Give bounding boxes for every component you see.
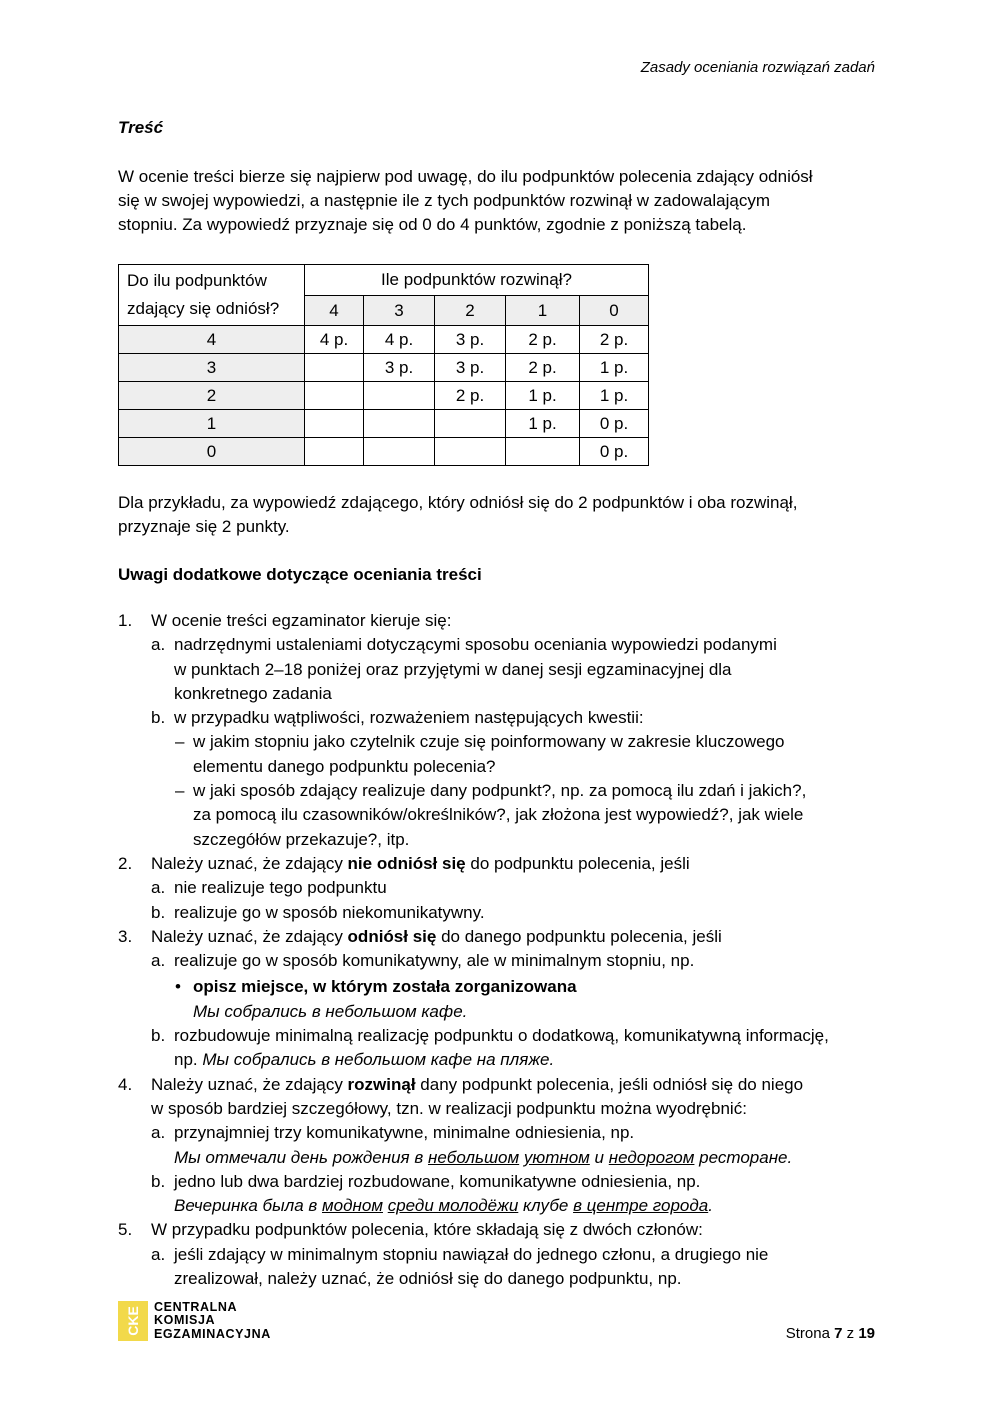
sub-item xyxy=(118,1024,878,1073)
sub-marker: a. xyxy=(151,951,166,971)
row-label: 3 xyxy=(119,354,305,382)
col-header: 2 xyxy=(435,296,506,326)
example-text: Мы отмечали день рождения в xyxy=(174,1147,428,1167)
running-header: Zasady oceniania rozwiązań zadań xyxy=(640,59,875,76)
example-text: Вечеринка была в xyxy=(174,1196,322,1216)
sub-line: w punktach 2–18 poniżej oraz przyjętymi w danej sesji egzaminacyjnej dla xyxy=(174,659,732,679)
example-underlined: в центре города xyxy=(573,1196,709,1216)
item-text-bold: rozwinął xyxy=(347,1074,416,1094)
item-text: Należy uznać, że zdający xyxy=(151,926,348,946)
sub-line xyxy=(174,1048,878,1072)
sub-marker: a. xyxy=(151,635,166,655)
example-underlined: уютном xyxy=(523,1147,590,1167)
list-item xyxy=(118,852,878,876)
sub-line: nie realizuje tego podpunktu xyxy=(174,878,387,898)
table-cell: 1 p. xyxy=(580,354,649,382)
page-separator: z xyxy=(842,1325,859,1342)
sub-line: nadrzędnymi ustaleniami dotyczącymi sposobu oceniania wypowiedzi podanymi xyxy=(174,635,777,655)
table-cell: 2 p. xyxy=(435,382,506,410)
sub-marker: b. xyxy=(151,1171,166,1191)
list-item xyxy=(118,609,878,633)
dash-item xyxy=(118,779,878,852)
example-text: и xyxy=(589,1147,609,1167)
sub-line: jedno lub dwa bardziej rozbudowane, komunikatywne odniesienia, np. xyxy=(174,1171,701,1191)
row-label: 2 xyxy=(119,382,305,410)
sub-item xyxy=(118,949,878,973)
example-line: Dla przykładu, za wypowiedź zdającego, który odniósł się do 2 podpunktów i oba rozwinął, xyxy=(118,493,798,512)
col-header: 3 xyxy=(364,296,435,326)
sub-line: realizuje go w sposób niekomunikatywny. xyxy=(174,902,485,922)
item-text: w sposób bardziej szczegółowy, tzn. w realizacji podpunktu można wyodrębnić: xyxy=(151,1098,747,1118)
page-prefix: Strona xyxy=(785,1325,835,1342)
section-title: Treść xyxy=(118,118,164,137)
sub-line: przynajmniej trzy komunikatywne, minimalne odniesienia, np. xyxy=(174,1123,635,1143)
table-cell xyxy=(364,438,435,466)
list-item xyxy=(118,1073,878,1122)
logo-text xyxy=(154,1301,271,1342)
sub-line: w przypadku wątpliwości, rozważeniem następujących kwestii: xyxy=(174,708,644,728)
table-cell xyxy=(364,410,435,438)
page-total: 19 xyxy=(858,1325,875,1342)
table-cell xyxy=(364,382,435,410)
sub-marker: b. xyxy=(151,708,166,728)
item-number: 5. xyxy=(118,1220,133,1240)
col-header: 4 xyxy=(305,296,364,326)
dash-line: elementu danego podpunktu polecenia? xyxy=(193,756,496,776)
example-underlined: недорогом xyxy=(608,1147,695,1167)
row-label: 4 xyxy=(119,326,305,354)
table-cell: 2 p. xyxy=(506,326,580,354)
table-cell: 1 p. xyxy=(580,382,649,410)
logo-mark-icon xyxy=(118,1301,148,1341)
sub-line: jeśli zdający w minimalnym stopniu nawiązał do jednego członu, a drugiego nie xyxy=(174,1244,769,1264)
table-row xyxy=(119,382,649,410)
example-underlined: небольшом xyxy=(427,1147,520,1167)
table-cell: 0 p. xyxy=(580,438,649,466)
table-top-header: Ile podpunktów rozwinął? xyxy=(305,265,649,296)
sub-example: Мы собрались в небольшом кафе на пляже. xyxy=(202,1050,555,1070)
table-row xyxy=(119,410,649,438)
item-text: Należy uznać, że zdający xyxy=(151,853,348,873)
intro-line: stopniu. Za wypowiedź przyznaje się od 0 do 4 punktów, zgodnie z poniższą tabelą. xyxy=(118,215,747,234)
list-item xyxy=(118,925,878,949)
item-number: 4. xyxy=(118,1074,133,1094)
table-cell: 0 p. xyxy=(580,410,649,438)
item-text: W ocenie treści egzaminator kieruje się: xyxy=(151,611,452,630)
col-header: 1 xyxy=(506,296,580,326)
table-cell: 2 p. xyxy=(506,354,580,382)
sub-marker: a. xyxy=(151,878,166,898)
table-corner-header xyxy=(119,265,305,326)
remarks-list xyxy=(118,609,878,1291)
bullet-marker: • xyxy=(175,977,181,997)
example-text: . xyxy=(708,1196,713,1216)
sub-item xyxy=(118,901,878,925)
sub-item xyxy=(118,1121,878,1170)
cke-logo xyxy=(118,1301,271,1341)
row-label: 1 xyxy=(119,410,305,438)
table-cell: 3 p. xyxy=(435,354,506,382)
dash-marker: – xyxy=(175,732,185,752)
sub-marker: b. xyxy=(151,1026,166,1046)
dash-line: szczegółów przekazuje?, itp. xyxy=(193,829,410,849)
example-text: ресторане. xyxy=(694,1147,793,1167)
bullet-line: opisz miejsce, w którym została zorganizowana xyxy=(193,977,577,997)
corner-line: Do ilu podpunktów xyxy=(127,271,267,290)
intro-paragraph xyxy=(118,165,878,237)
sub-marker: b. xyxy=(151,902,166,922)
table-cell xyxy=(305,438,364,466)
col-header: 0 xyxy=(580,296,649,326)
table-row xyxy=(119,326,649,354)
dash-line: za pomocą ilu czasowników/określników?, jak złożona jest wypowiedź?, jak wiele xyxy=(193,805,804,825)
sub-marker: a. xyxy=(151,1123,166,1143)
dash-line: w jakim stopniu jako czytelnik czuje się poinformowany w zakresie kluczowego xyxy=(193,732,785,752)
sub-text: np. xyxy=(174,1050,203,1070)
table-cell xyxy=(435,410,506,438)
table-cell xyxy=(305,382,364,410)
row-label: 0 xyxy=(119,438,305,466)
item-text: dany podpunkt polecenia, jeśli odniósł się do niego xyxy=(415,1074,804,1094)
table-cell xyxy=(305,354,364,382)
logo-line: KOMISJA xyxy=(154,1313,216,1328)
sub-line: realizuje go w sposób komunikatywny, ale w minimalnym stopniu, np. xyxy=(174,951,695,971)
table-cell xyxy=(305,410,364,438)
corner-line: zdający się odniósł? xyxy=(127,299,280,318)
remarks-title: Uwagi dodatkowe dotyczące oceniania treści xyxy=(118,565,482,584)
item-number: 1. xyxy=(118,611,133,630)
sub-item xyxy=(118,876,878,900)
table-cell: 4 p. xyxy=(305,326,364,354)
logo-mark-text: CKE xyxy=(125,1306,141,1336)
sub-line: rozbudowuje minimalną realizację podpunktu o dodatkową, komunikatywną informację, xyxy=(174,1026,829,1046)
item-number: 2. xyxy=(118,853,133,873)
sub-line: zrealizował, należy uznać, że odniósł się do danego podpunktu, np. xyxy=(174,1269,682,1289)
dash-item xyxy=(118,730,878,779)
table-cell: 3 p. xyxy=(435,326,506,354)
logo-line: EGZAMINACYJNA xyxy=(154,1326,271,1341)
example-paragraph xyxy=(118,491,878,539)
dash-marker: – xyxy=(175,781,185,801)
item-text: W przypadku podpunktów polecenia, które składają się z dwóch członów: xyxy=(151,1220,703,1240)
table-cell: 2 p. xyxy=(580,326,649,354)
table-cell: 3 p. xyxy=(364,354,435,382)
bullet-item xyxy=(118,975,878,1024)
table-cell: 1 p. xyxy=(506,410,580,438)
table-row xyxy=(119,438,649,466)
table-row xyxy=(119,354,649,382)
list-item xyxy=(118,1218,878,1242)
table-cell: 1 p. xyxy=(506,382,580,410)
sub-item xyxy=(118,706,878,730)
item-text-bold: nie odniósł się xyxy=(347,853,466,873)
sub-item xyxy=(118,633,878,706)
item-text-bold: odniósł się xyxy=(347,926,437,946)
bullet-example: Мы собрались в небольшом кафе. xyxy=(193,1001,468,1021)
page-current: 7 xyxy=(834,1325,843,1342)
item-text: do danego podpunktu polecenia, jeśli xyxy=(436,926,722,946)
sub-item xyxy=(118,1170,878,1219)
table-cell xyxy=(506,438,580,466)
sub-item xyxy=(118,1243,878,1292)
sub-example xyxy=(174,1146,878,1170)
dash-line: w jaki sposób zdający realizuje dany podpunkt?, np. za pomocą ilu zdań i jakich?, xyxy=(193,781,807,801)
example-underlined: среди молодёжи xyxy=(387,1196,519,1216)
sub-line: konkretnego zadania xyxy=(174,683,332,703)
intro-line: się w swojej wypowiedzi, a następnie ile z tych podpunktów rozwinął w zadowalającym xyxy=(118,191,770,210)
table-cell xyxy=(435,438,506,466)
example-underlined: модном xyxy=(322,1196,383,1216)
item-number: 3. xyxy=(118,926,133,946)
item-text: do podpunktu polecenia, jeśli xyxy=(465,853,690,873)
intro-line: W ocenie treści bierze się najpierw pod uwagę, do ilu podpunktów polecenia zdający odniósł xyxy=(118,167,813,186)
scoring-table xyxy=(118,264,649,466)
item-text: Należy uznać, że zdający xyxy=(151,1074,348,1094)
example-text: клубе xyxy=(518,1196,574,1216)
page-number xyxy=(786,1325,875,1342)
sub-example xyxy=(174,1194,878,1218)
example-line: przyznaje się 2 punkty. xyxy=(118,517,290,536)
table-cell: 4 p. xyxy=(364,326,435,354)
sub-marker: a. xyxy=(151,1244,166,1264)
logo-line: CENTRALNA xyxy=(154,1299,238,1314)
